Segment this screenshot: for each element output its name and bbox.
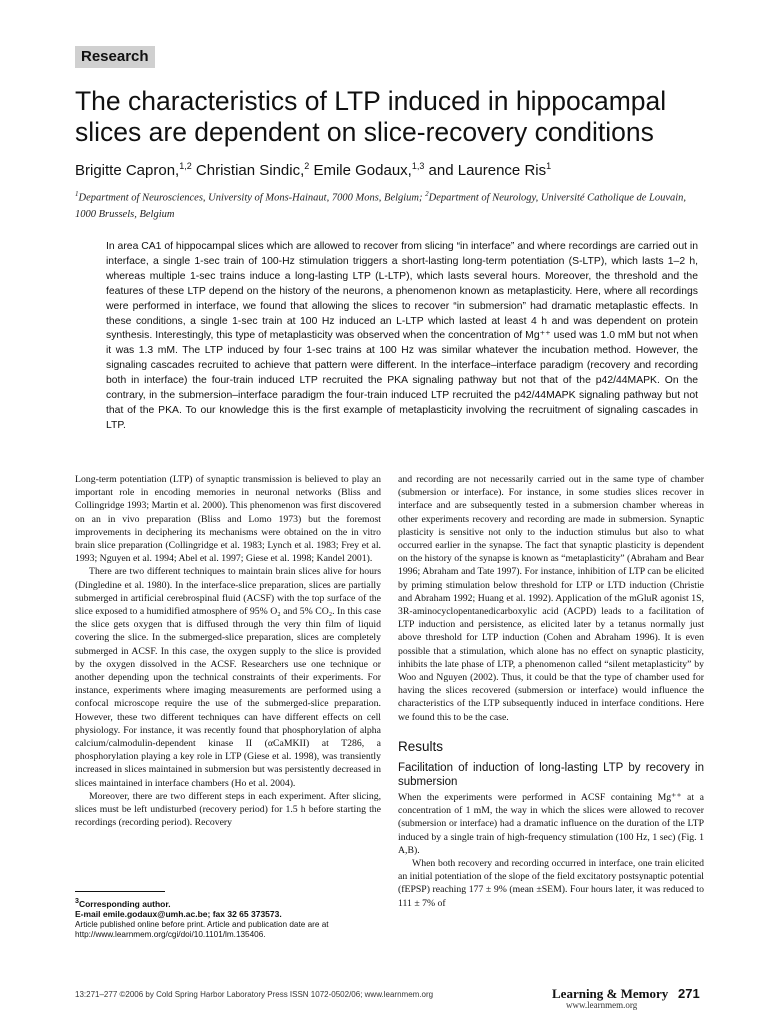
affiliations	[75, 186, 705, 223]
body-paragraph: When both recovery and recording occurred in interface, one train elicited an initial potentiation of the slope of the field excitatory postsynaptic potential (fEPSP) reaching 177 ± 9% (mean ±SEM). Four hours later, it was reduced to 111 ± 7% of	[398, 858, 704, 909]
footer-journal-name: Learning & Memory	[552, 986, 669, 1001]
body-paragraph: There are two different techniques to maintain brain slices alive for hours (Dingledine et al. 1980). In the interface-slice preparation, slices are partially submerged in artificial cerebrospinal fluid (ACSF) with the top surface of the slice exposed to a humidified atmosphere of 95% O₂ and 5% CO₂. In this case the slice gets oxygen that is diffused through the very thin film of liquid covering the slice. In the submerged-slice preparation, slices are completely submerged in ACSF. In this case, the oxygen supply to the slice is provided by the oxygen dissolved in the ACSF. Researchers use one technique or another depending upon the technical constraints of their experiments. For instance, experiments where imaging measurements are performed using a confocal microscope require the use of the submerged-slice preparation. However, these two different techniques can have different effects on cell physiology. For instance, it was recently found that phosphorylation of alpha calcium/calmodulin-dependent kinase II (αCaMKII) at T286, a phosphorylation playing a key role in LTP (Giese et al. 1998), was transiently increased in slices maintained in submersion but was persistently decreased in slices maintained in interface chambers (Ho et al. 2004).	[75, 566, 381, 789]
footnote-divider	[75, 891, 165, 892]
author-name: Emile Godaux,	[309, 162, 412, 179]
author-affiliation-mark: 2	[304, 161, 310, 171]
page-number: 271	[678, 986, 700, 1001]
author-name: Christian Sindic,	[191, 162, 305, 179]
corresponding-author-line	[75, 896, 385, 909]
affiliation-mark: 2	[425, 190, 429, 198]
author-name: Brigitte Capron,	[75, 162, 180, 179]
body-paragraph: Moreover, there are two different steps in each experiment. After slicing, slices must be left undisturbed (recovery period) for 1.5 h before starting the recordings (recording period). Recovery	[75, 790, 381, 829]
abstract: In area CA1 of hippocampal slices which are allowed to recover from slicing “in interface” and where recordings are carried out in interface, a single 1-sec train of 100-Hz stimulation triggers a short-lasting long-term potentiation (S-LTP), which lasts 1–2 h, whereas multiple 1-sec trains induce a long-lasting LTP (L-LTP), which lasts several hours. Moreover, the threshold and the features of these LTP depend on the history of the neurons, a phenomenon known as metaplasticity. Here, where all recordings were performed in interface, we found that allowing the slices to recover “in submersion” had dramatic metaplastic effects. In these conditions, a single 1-sec train at 100 Hz induced an L-LTP which lasted at least 4 h and was dependent on protein synthesis. Interestingly, this type of metaplasticity was observed when the concentration of Mg⁺⁺ used was 1.0 mM but not when it was 1.3 mM. The LTP induced by four 1-sec trains at 100 Hz was similar whatever the incubation method. However, the signaling cascades recruited to achieve that pattern were different. In the interface–interface paradigm (recovery and recording both in interface) the four-train induced LTP recruited the PKA signaling pathway but not that of the p42/44MAPK. On the contrary, in the submersion–interface paradigm the four-train induced LTP recruited the p42/44MAPK signaling pathway but not that of the PKA. To our knowledge this is the first example of metaplasticity involving the recruitment of signaling cascades in LTP.	[106, 241, 698, 431]
author-affiliation-mark: 1,3	[411, 161, 425, 171]
section-label: Research	[75, 46, 155, 68]
footnote-mark: 3	[75, 897, 79, 905]
author-affiliation-mark: 1,2	[179, 161, 192, 171]
corresponding-email: E-mail emile.godaux@umh.ac.be; fax 32 65 373573.	[75, 909, 282, 920]
body-paragraph: and recording are not necessarily carried out in the same type of chamber (submersion or interface). For instance, in some studies slices recover in interface and are subsequently tested in a submersion chamber whereas in other experiments recovery and recording are made in submersion. Synaptic plasticity is sensitive not only to the induction stimulus but also to what occurred earlier in the synapse. The fact that synaptic plasticity is dependent on the history of the synapse is known as “metaplasticity” (Abraham and Bear 1996; Abraham and Tate 1997). For instance, inhibition of LTP can be elicited by priming stimulation below threshold for LTP or LTD induction (Christie and Abraham 1992; Huang et al. 1992). Application of the mGluR agonist 1S, 3R-aminocyclopentanedicarboxylic acid (ACPD) leads to a facilitation of LTP induction and persistence, as elicited later by a tetanus normally just above threshold for LTP induction (Cohen and Abraham 1996). It is even possible that a stimulation, which alone has no effect on synaptic plasticity, inhibits the late phase of LTP, a phenomenon called “silent metaplasticity” by Woo and Nguyen (2002). Thus, it could be that the type of chamber used for having the slices recovered (submersion or interface) would influence the characteristics of the LTP subsequently induced in interface conditions. Here we found this to be the case.	[398, 474, 704, 723]
article-title: The characteristics of LTP induced in hippocampal slices are dependent on slice-recovery conditions	[75, 86, 667, 147]
author-list	[75, 161, 715, 179]
affiliation-mark: 1	[75, 190, 79, 198]
results-heading: Results	[398, 738, 444, 754]
body-column-right	[398, 473, 704, 910]
affiliation-text: Department of Neurosciences, University of Mons-Hainaut, 7000 Mons, Belgium;	[78, 192, 426, 204]
results-subheading: Facilitation of induction of long-lasting LTP by recovery in submersion	[398, 762, 704, 789]
author-name: and Laurence Ris	[424, 162, 547, 179]
footer-url: www.learnmem.org	[566, 1000, 638, 1010]
publication-note: Article published online before print. Article and publication date are at http://www.learnmem.org/cgi/doi/10.1101/lm.135406.	[75, 919, 329, 940]
author-affiliation-mark: 1	[546, 161, 552, 171]
corresponding-author-label: Corresponding author.	[78, 898, 171, 909]
body-paragraph: When the experiments were performed in ACSF containing Mg⁺⁺ at a concentration of 1 mM, the way in which the slices were allowed to recover (submersion or interface) had a dramatic influence on the duration of the LTP induced by a single train of high-frequency stimulation (100 Hz, 1 sec) (Fig. 1 A,B).	[398, 792, 704, 856]
body-paragraph: Long-term potentiation (LTP) of synaptic transmission is believed to play an important role in encoding memories in neuronal networks (Bliss and Collingridge 1993; Martin et al. 2000). This phenomenon was first discovered on an in vivo preparation (Bliss and Lomo 1973) but the foremost improvements in deciphering its mechanisms were obtained on the in vitro brain slice preparation (Collingridge et al. 1983; Lynch et al. 1983; Frey et al. 1993; Nguyen et al. 1994; Abel et al. 1997; Giese et al. 1998; Kandel 2001).	[75, 474, 381, 565]
affiliation-text: Department of Neurology, Université Catholique de Louvain, 1000 Brussels, Belgium	[75, 192, 687, 220]
footnote	[75, 896, 385, 941]
body-column-left	[75, 473, 381, 829]
footer-citation: 13:271–277 ©2006 by Cold Spring Harbor Laboratory Press ISSN 1072-0502/06; www.learnmem.org	[75, 990, 434, 999]
